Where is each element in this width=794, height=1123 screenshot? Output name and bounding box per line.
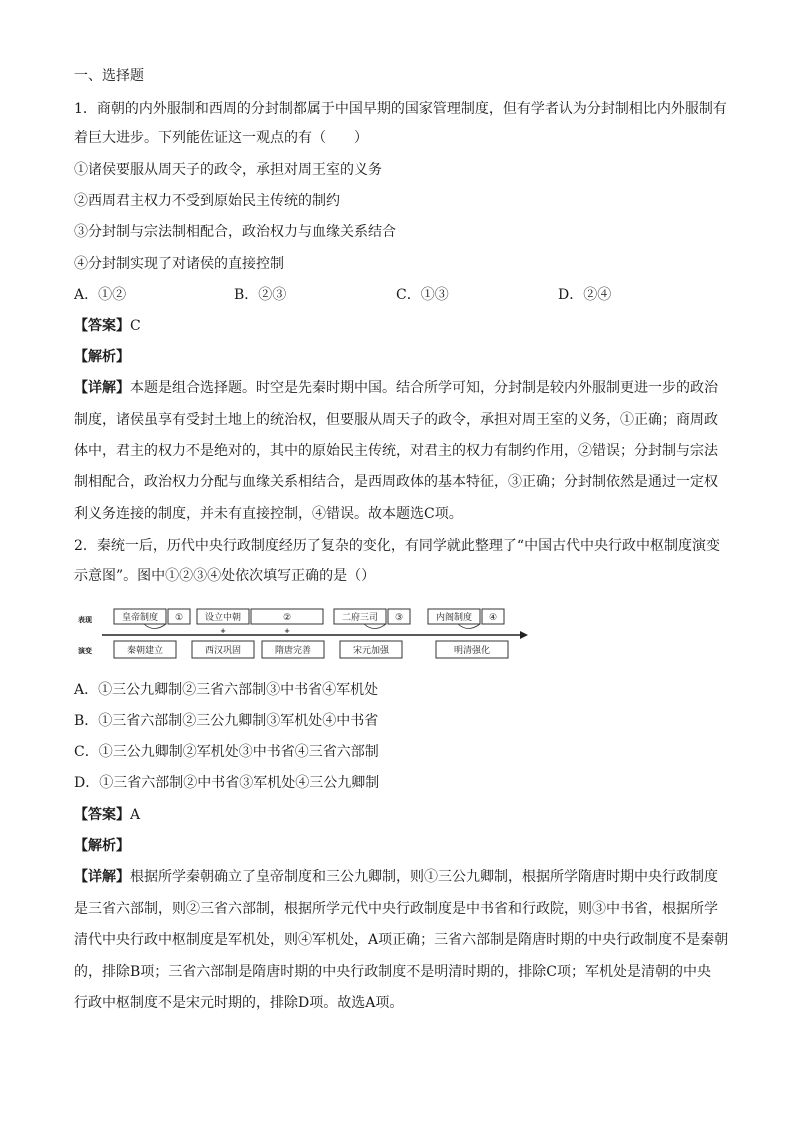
q2-answer bbox=[74, 805, 724, 825]
box-mingqing-label: 明清强化 bbox=[453, 646, 491, 656]
row-label-top: 表现 bbox=[78, 616, 92, 624]
q1-option-c: C．①③ bbox=[396, 287, 449, 303]
q2-stem-line-1: 2．秦统一后，历代中央行政制度经历了复杂的变化，有同学就此整理了“中国古代中央行政中枢制度演变 bbox=[74, 538, 721, 554]
q1-answer bbox=[74, 316, 724, 336]
q2-detail-line-3: 清代中央行政中枢制度是军机处，则④军机处，A项正确；三省六部制是隋唐时期的中央行政制度不是秦朝 bbox=[74, 932, 729, 948]
q2-analysis-tag: 【解析】 bbox=[74, 838, 130, 854]
q1-item-2: ②西周君主权力不受到原始民主传统的制约 bbox=[74, 193, 340, 209]
box-suitang-label: 隋唐完善 bbox=[274, 646, 312, 656]
q1-option-a: A．①② bbox=[74, 287, 127, 303]
timeline-arrow-icon bbox=[520, 631, 528, 639]
box-huangdi-label: 皇帝制度 bbox=[121, 613, 159, 623]
q2-answer-tag: 【答案】 bbox=[74, 807, 130, 823]
box-qin-label: 秦朝建立 bbox=[126, 646, 164, 656]
box-blank-2-label: ② bbox=[282, 613, 292, 623]
box-erfu-label: 二府三司 bbox=[341, 613, 379, 623]
q1-detail-tag: 【详解】 bbox=[74, 380, 130, 396]
q1-option-d: D．②④ bbox=[558, 287, 612, 303]
q1-stem-line-1: 1．商朝的内外服制和西周的分封制都属于中国早期的国家管理制度，但有学者认为分封制相比内外服制有 bbox=[74, 101, 727, 117]
q2-option-b: B．①三省六部制②三公九卿制③军机处④中书省 bbox=[74, 713, 379, 729]
arc-4 bbox=[458, 624, 480, 629]
arc-1 bbox=[144, 624, 166, 629]
q1-item-3: ③分封制与宗法制相配合，政治权力与血缘关系结合 bbox=[74, 224, 396, 240]
q1-detail-line-1 bbox=[74, 378, 724, 398]
box-zhongchao-label: 设立中朝 bbox=[204, 613, 242, 623]
box-blank-3-label: ③ bbox=[394, 613, 404, 623]
box-songyuan-label: 宋元加强 bbox=[352, 646, 390, 656]
box-neige-label: 内阁制度 bbox=[435, 613, 473, 623]
q1-detail-line-5: 利义务连接的制度，并未有直接控制，④错误。故本题选C项。 bbox=[74, 506, 463, 522]
q2-detail-tag: 【详解】 bbox=[74, 869, 130, 885]
section-title: 一、选择题 bbox=[74, 68, 144, 84]
plus-sign-1: + bbox=[220, 627, 226, 635]
evolution-diagram bbox=[74, 605, 534, 663]
row-label-bottom: 演变 bbox=[78, 647, 92, 655]
q2-detail-text-1: 根据所学秦朝确立了皇帝制度和三公九卿制，则①三公九卿制，根据所学隋唐时期中央行政制度 bbox=[130, 869, 718, 885]
q2-stem-line-2: 示意图”。图中①②③④处依次填写正确的是（） bbox=[74, 568, 376, 584]
q1-detail-text-1: 本题是组合选择题。时空是先秦时期中国。结合所学可知，分封制是较内外服制更进一步的政治 bbox=[130, 380, 718, 396]
box-xihan-label: 西汉巩固 bbox=[204, 646, 242, 656]
box-blank-1-label: ① bbox=[174, 613, 184, 623]
q2-option-a: A．①三公九卿制②三省六部制③中书省④军机处 bbox=[74, 682, 379, 698]
box-blank-4-label: ④ bbox=[488, 613, 498, 623]
q1-analysis-tag: 【解析】 bbox=[74, 349, 130, 365]
q1-item-4: ④分封制实现了对诸侯的直接控制 bbox=[74, 256, 284, 272]
q1-detail-line-3: 体中，君主的权力不是绝对的，其中的原始民主传统，对君主的权力有制约作用，②错误；分封制与宗法 bbox=[74, 443, 718, 459]
q1-item-1: ①诸侯要服从周天子的政令，承担对周王室的义务 bbox=[74, 162, 382, 178]
q2-detail-line-4: 的，排除B项；三省六部制是隋唐时期的中央行政制度不是明清时期的，排除C项；军机处是清朝的中央 bbox=[74, 964, 711, 980]
q1-stem-line-2: 着巨大进步。下列能佐证这一观点的有（ ） bbox=[74, 130, 368, 146]
q1-detail-line-4: 制相配合，政治权力分配与血缘关系相结合，是西周政体的基本特征，③正确；分封制依然是通过一定权 bbox=[74, 474, 718, 490]
q2-option-c: C．①三公九卿制②军机处③中书省④三省六部制 bbox=[74, 744, 379, 760]
q2-detail-line-1 bbox=[74, 867, 724, 887]
q1-detail-line-2: 制度，诸侯虽享有受封土地上的统治权，但要服从周天子的政令，承担对周王室的义务，①正确；商周政 bbox=[74, 412, 718, 428]
q2-answer-value: A bbox=[130, 807, 141, 823]
q2-detail-line-2: 是三省六部制，则②三省六部制，根据所学元代中央行政制度是中书省和行政院，则③中书省，根据所学 bbox=[74, 901, 718, 917]
q2-option-d: D．①三省六部制②中书省③军机处④三公九卿制 bbox=[74, 775, 380, 791]
q1-option-b: B．②③ bbox=[234, 287, 287, 303]
q1-answer-value: C bbox=[130, 318, 141, 334]
q2-detail-line-5: 行政中枢制度不是宋元时期的，排除D项。故选A项。 bbox=[74, 995, 404, 1011]
q1-answer-tag: 【答案】 bbox=[74, 318, 130, 334]
arc-3 bbox=[364, 624, 386, 629]
plus-sign-2: + bbox=[284, 627, 290, 635]
